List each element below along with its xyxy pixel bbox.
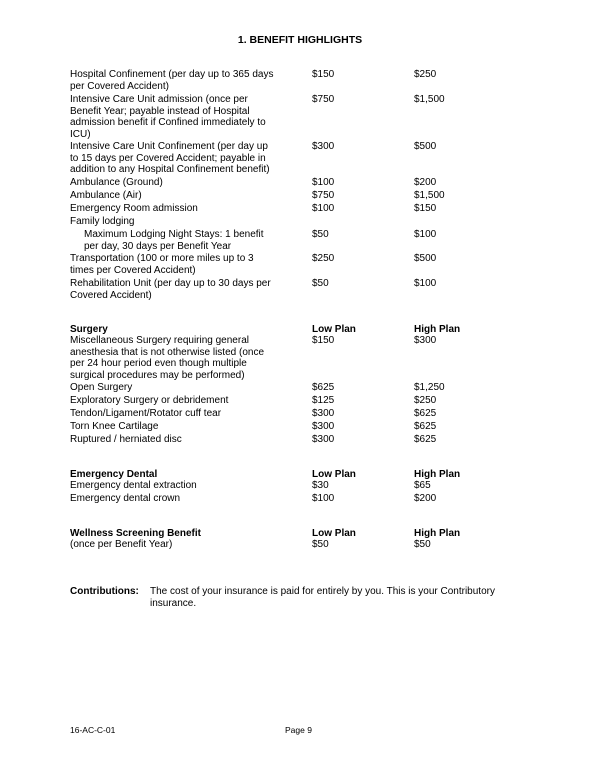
low-plan-value: $150 [312, 69, 335, 80]
benefit-description: Intensive Care Unit Confinement (per day up to 15 days per Covered Accident; payable in addition to any Hospital Confinement benefit) [70, 141, 270, 175]
low-plan-value: $750 [312, 190, 335, 201]
low-plan-value: $300 [312, 141, 335, 152]
low-plan-value: $750 [312, 94, 335, 105]
benefit-description: Hospital Confinement (per day up to 365 days per Covered Accident) [70, 69, 274, 92]
high-plan-value: $1,500 [414, 94, 445, 105]
low-plan-value: $50 [312, 539, 329, 550]
surgery-header-title: Surgery [70, 324, 108, 335]
high-plan-value: $100 [414, 229, 437, 240]
low-plan-value: $125 [312, 395, 335, 406]
low-plan-value: $100 [312, 203, 335, 214]
high-plan-value: $200 [414, 177, 437, 188]
low-plan-value: $300 [312, 434, 335, 445]
high-plan-value: $200 [414, 493, 437, 504]
high-plan-value: $50 [414, 539, 431, 550]
benefit-description: Tendon/Ligament/Rotator cuff tear [70, 408, 222, 419]
low-plan-value: $30 [312, 480, 329, 491]
benefit-description: Exploratory Surgery or debridement [70, 395, 229, 406]
high-plan-value: $65 [414, 480, 431, 491]
benefit-description: Family lodging [70, 216, 135, 227]
benefit-description: Emergency Room admission [70, 203, 198, 214]
high-plan-value: $500 [414, 141, 437, 152]
surgery-header-low: Low Plan [312, 324, 356, 335]
benefit-description: Torn Knee Cartilage [70, 421, 159, 432]
high-plan-value: $150 [414, 203, 437, 214]
benefit-description: Intensive Care Unit admission (once per Benefit Year; payable instead of Hospital admission benefit if Confined immediately to ICU) [70, 94, 266, 140]
low-plan-value: $250 [312, 253, 335, 264]
page-number: Page 9 [285, 725, 312, 735]
benefit-description: Rehabilitation Unit (per day up to 30 days per Covered Accident) [70, 278, 271, 301]
wellness-header-high: High Plan [414, 528, 461, 539]
low-plan-value: $300 [312, 421, 335, 432]
low-plan-value: $150 [312, 335, 335, 346]
high-plan-value: $625 [414, 434, 437, 445]
contributions-label: Contributions: [70, 586, 139, 597]
dental-header-low: Low Plan [312, 469, 356, 480]
high-plan-value: $100 [414, 278, 437, 289]
benefit-description: Maximum Lodging Night Stays: 1 benefit per day, 30 days per Benefit Year [84, 229, 264, 252]
benefit-description: Miscellaneous Surgery requiring general anesthesia that is not otherwise listed (once per 24 hour period even though multiple surgical procedures may be performed) [70, 335, 264, 381]
low-plan-value: $50 [312, 278, 329, 289]
high-plan-value: $1,250 [414, 382, 445, 393]
benefit-description: (once per Benefit Year) [70, 539, 173, 550]
high-plan-value: $625 [414, 408, 437, 419]
contributions-text: The cost of your insurance is paid for entirely by you. This is your Contributory insurance. [150, 586, 495, 609]
low-plan-value: $50 [312, 229, 329, 240]
high-plan-value: $500 [414, 253, 437, 264]
wellness-header-title: Wellness Screening Benefit [70, 528, 201, 539]
low-plan-value: $625 [312, 382, 335, 393]
page-title: 1. BENEFIT HIGHLIGHTS [237, 34, 363, 46]
benefit-description: Emergency dental crown [70, 493, 181, 504]
high-plan-value: $250 [414, 69, 437, 80]
dental-header-high: High Plan [414, 469, 461, 480]
low-plan-value: $300 [312, 408, 335, 419]
low-plan-value: $100 [312, 493, 335, 504]
benefit-description: Ambulance (Ground) [70, 177, 163, 188]
benefit-description: Emergency dental extraction [70, 480, 197, 491]
high-plan-value: $300 [414, 335, 437, 346]
high-plan-value: $250 [414, 395, 437, 406]
benefit-description: Ambulance (Air) [70, 190, 142, 201]
benefit-description: Transportation (100 or more miles up to 3 times per Covered Accident) [70, 253, 254, 276]
benefit-description: Ruptured / herniated disc [70, 434, 182, 445]
benefit-description: Open Surgery [70, 382, 133, 393]
dental-header-title: Emergency Dental [70, 469, 158, 480]
wellness-header-low: Low Plan [312, 528, 356, 539]
footer-code: 16-AC-C-01 [70, 725, 116, 735]
low-plan-value: $100 [312, 177, 335, 188]
high-plan-value: $625 [414, 421, 437, 432]
high-plan-value: $1,500 [414, 190, 445, 201]
surgery-header-high: High Plan [414, 324, 461, 335]
